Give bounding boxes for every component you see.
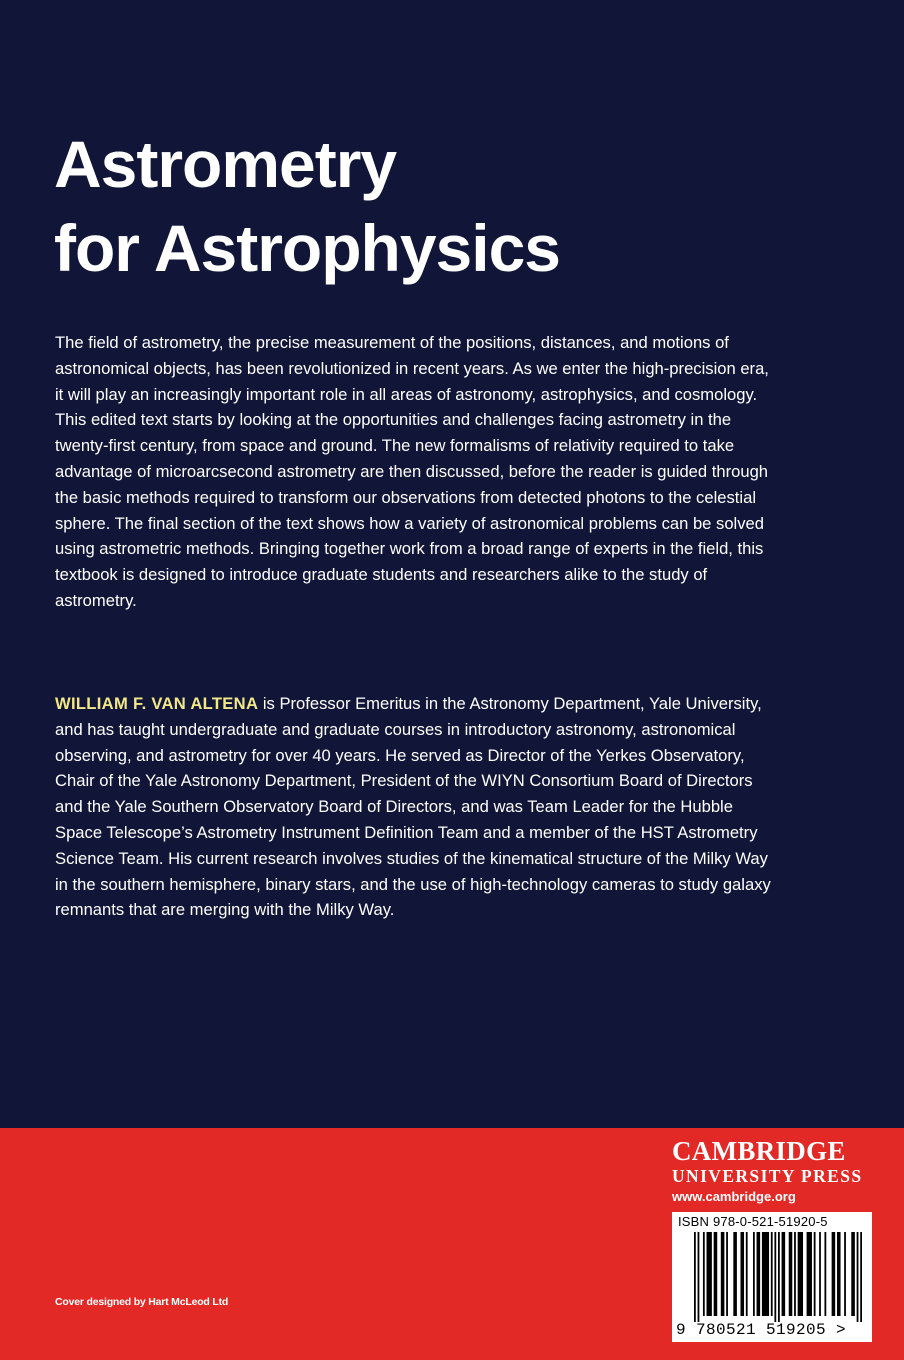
barcode-bar [860, 1232, 862, 1322]
barcode-number: 9 780521 519205 [676, 1321, 827, 1339]
barcode-bar [778, 1232, 780, 1322]
barcode-bar [774, 1232, 776, 1322]
barcode-bar [762, 1232, 769, 1316]
isbn-label: ISBN 978-0-521-51920-5 [678, 1214, 828, 1229]
barcode-bar [733, 1232, 737, 1316]
barcode-bar [837, 1232, 841, 1316]
book-blurb: The field of astrometry, the precise measurement of the positions, distances, and motions of astronomical objects, has been revolutionized in recent years. As we enter the high-precision era, it will play an increasingly important role in all areas of astronomy, astrophysics, and cosmology. This edited text starts by looking at the opportunities and challenges facing astrometry in the twenty-first century, from space and ground. The new formalisms of relativity required to take advantage of microarcsecond astrometry are then discussed, before the reader is guided through the basic methods required to transform our observations from detected photons to the celestial sphere. The final section of the text shows how a variety of astronomical problems can be solved using astrometric methods. Bringing together work from a broad range of experts in the field, this textbook is designed to introduce graduate students and researchers alike to the study of astrometry. [55, 333, 769, 610]
author-name: WILLIAM F. VAN ALTENA [55, 694, 259, 713]
barcode-bar [844, 1232, 846, 1316]
barcode-digits [676, 1321, 870, 1339]
barcode-bar [698, 1232, 700, 1322]
barcode-bar [857, 1232, 859, 1322]
publisher-name: CAMBRIDGE [672, 1136, 846, 1166]
author-bio [55, 691, 775, 923]
barcode-bar [740, 1232, 744, 1316]
publisher-subtitle: UNIVERSITY PRESS [672, 1166, 863, 1186]
barcode-bar [824, 1232, 826, 1316]
barcode-bar [721, 1232, 725, 1316]
barcode-bar [814, 1232, 816, 1316]
barcode-bar [753, 1232, 755, 1316]
barcode-bar [782, 1232, 786, 1316]
author-bio-text: is Professor Emeritus in the Astronomy Department, Yale University, and has taught undergraduate and graduate courses in introductory astronomy, astronomical observing, and astrometry for over 40 years. He served as Director of the Yerkes Observatory, Chair of the Yale Astronomy Department, President of the WIYN Consortium Board of Directors and the Yale Southern Observatory Board of Directors, and was Team Leader for the Hubble Space Telescope’s Astrometry Instrument Definition Team and a member of the HST Astrometry Science Team. His current research involves studies of the kinematical structure of the Milky Way in the southern hemisphere, binary stars, and the use of high-technology cameras to study galaxy remnants that are merging with the Milky Way. [55, 694, 771, 920]
publisher-logo [672, 1136, 874, 1206]
barcode-bar [819, 1232, 821, 1316]
barcode-panel [672, 1212, 872, 1342]
barcode-bars [694, 1232, 862, 1322]
barcode-bar [771, 1232, 773, 1316]
barcode-bar [703, 1232, 705, 1316]
barcode-bar [707, 1232, 712, 1316]
barcode-bar [798, 1232, 803, 1316]
barcode-bar [789, 1232, 793, 1316]
barcode-end-mark: > [836, 1321, 847, 1339]
barcode-bar [794, 1232, 796, 1316]
publisher-url: www.cambridge.org [672, 1189, 796, 1204]
barcode-bar [851, 1232, 855, 1316]
barcode-bar [714, 1232, 718, 1316]
title-line-2: for Astrophysics [54, 211, 561, 285]
barcode-bar [694, 1232, 696, 1322]
barcode-bar [832, 1232, 836, 1316]
designer-credit: Cover designed by Hart McLeod Ltd [55, 1296, 229, 1308]
barcode-bar [807, 1232, 812, 1316]
book-title [54, 122, 560, 290]
title-line-1: Astrometry [54, 127, 397, 201]
barcode-bar [746, 1232, 748, 1316]
barcode-bar [757, 1232, 761, 1316]
barcode-bar [726, 1232, 728, 1316]
